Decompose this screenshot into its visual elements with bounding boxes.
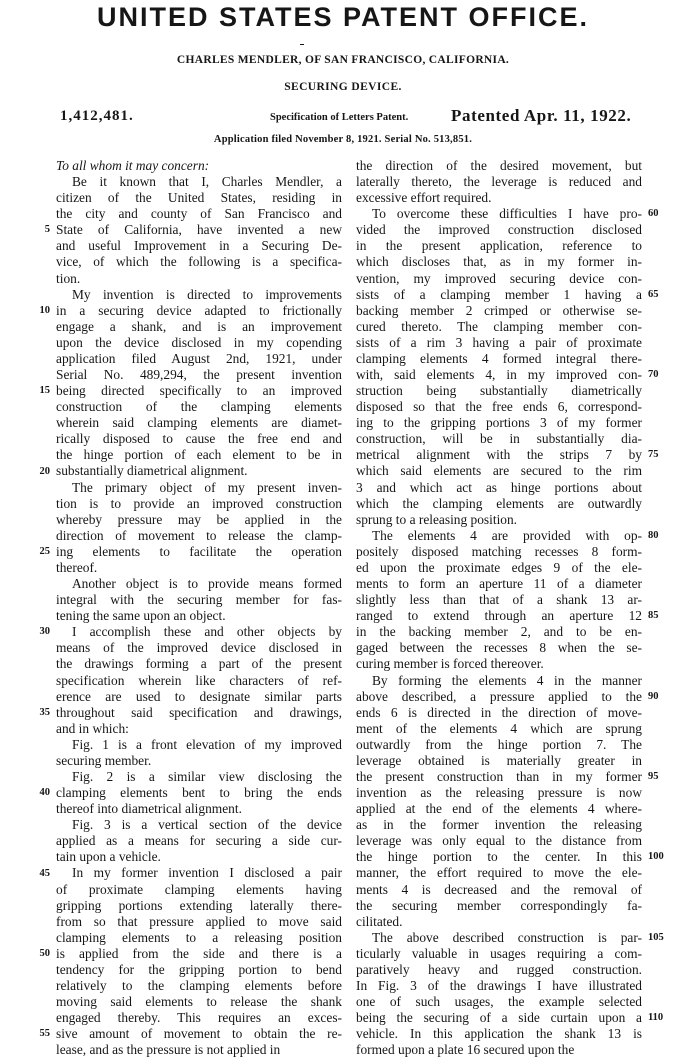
- line-number-left: 55: [39, 1028, 50, 1040]
- line-number-left: 35: [39, 706, 50, 718]
- text-line: clamping elements to a releasing position: [56, 929, 342, 945]
- text-line: State of California, have invented a new: [56, 222, 342, 238]
- text-line: relatively to the clamping elements before: [56, 977, 342, 993]
- text-line: whereby pressure may be applied in the: [56, 511, 342, 527]
- text-line: vided the improved construction disclosed: [356, 222, 642, 238]
- text-line: engage a shank, and is an improvement: [56, 318, 342, 334]
- application-line: Application filed November 8, 1921. Serial No. 513,851.: [213, 134, 473, 145]
- text-line: in a securing device adapted to frictionally: [56, 302, 342, 318]
- text-line: tion.: [56, 270, 81, 286]
- text-line: in the present application, reference to: [356, 238, 642, 254]
- line-number-left: 50: [39, 947, 50, 959]
- text-line: the hinge portion to the center. In this: [356, 849, 642, 865]
- text-line: Fig. 3 is a vertical section of the device: [72, 817, 342, 833]
- text-line: being the securing of a side curtain upon a: [356, 1010, 642, 1026]
- text-line: cured thereto. The clamping member con-: [356, 318, 642, 334]
- text-line: throughout said specification and drawings,: [56, 704, 342, 720]
- text-line: Fig. 2 is a similar view disclosing the: [72, 768, 342, 784]
- text-line: manner, the effort required to move the ele-: [356, 865, 642, 881]
- text-line: from so that pressure applied to move said: [56, 913, 342, 929]
- text-line: invention as the releasing pressure is now: [356, 785, 642, 801]
- text-line: upon the device disclosed in my copending: [56, 334, 342, 350]
- text-line: ing to the gripping portions 3 of my former: [356, 415, 642, 431]
- text-line: excessive effort required.: [356, 190, 492, 206]
- office-title: UNITED STATES PATENT OFFICE.: [97, 2, 589, 32]
- text-line: curing member is forced thereover.: [356, 656, 544, 672]
- text-line: ment of the elements 4 which are sprung: [356, 720, 642, 736]
- text-line: is applied from the side and there is a: [56, 945, 342, 961]
- text-line: substantially diametrical alignment.: [56, 463, 248, 479]
- text-line: ments 4 is decreased and the removal of: [356, 881, 642, 897]
- text-line: one of such usages, the example selected: [356, 994, 642, 1010]
- text-line: citizen of the United States, residing in: [56, 190, 342, 206]
- line-number-left: 20: [39, 465, 50, 477]
- text-line: applied at the end of the elements 4 where-: [356, 801, 642, 817]
- text-line: In Fig. 3 of the drawings I have illustrated: [356, 977, 642, 993]
- text-line: the city and county of San Francisco and: [56, 206, 342, 222]
- text-line: paratively heavy and rugged construction.: [356, 961, 642, 977]
- text-line: direction of movement to release the clamp-: [56, 527, 342, 543]
- line-number-right: 100: [648, 851, 664, 863]
- line-number-right: 85: [648, 610, 659, 622]
- text-line: The above described construction is par-: [372, 929, 642, 945]
- text-line: outwardly from the hinge portion 7. The: [356, 736, 642, 752]
- text-line: Another object is to provide means formed: [72, 576, 342, 592]
- text-line: 3 and which act as hinge portions about: [356, 479, 642, 495]
- text-line: Be it known that I, Charles Mendler, a: [72, 174, 342, 190]
- line-number-right: 95: [648, 771, 659, 783]
- text-line: in the backing member 2, and to be en-: [356, 624, 642, 640]
- line-number-right: 75: [648, 449, 659, 461]
- text-line: formed upon a plate 16 secured upon the: [356, 1042, 575, 1058]
- text-line: specification wherein like characters of ref-: [56, 672, 342, 688]
- line-number-right: 105: [648, 931, 664, 943]
- line-number-left: 25: [39, 545, 50, 557]
- text-line: sists of a clamping member 1 having a: [356, 286, 642, 302]
- text-line: rically disposed to cause the free end and: [56, 431, 342, 447]
- line-number-left: 45: [39, 867, 50, 879]
- text-line: thereof into diametrical alignment.: [56, 801, 242, 817]
- text-line: application filed August 2nd, 1921, under: [56, 350, 342, 366]
- text-line: applied as a means for securing a side cur-: [56, 833, 342, 849]
- line-number-left: 10: [39, 304, 50, 316]
- line-number-right: 60: [648, 208, 659, 220]
- line-number-left: 40: [39, 787, 50, 799]
- text-line: the securing member correspondingly fa-: [356, 897, 642, 913]
- text-line: construction of the clamping elements: [56, 399, 342, 415]
- text-line: which the clamping elements are outwardly: [356, 495, 642, 511]
- text-line: construction, will be in substantially dia-: [356, 431, 642, 447]
- text-line: securing member.: [56, 752, 152, 768]
- text-line: ing elements to facilitate the operation: [56, 543, 342, 559]
- text-line: the direction of the desired movement, but: [356, 158, 642, 173]
- text-line: vehicle. In this application the shank 13 is: [356, 1026, 642, 1042]
- text-line: vice, of which the following is a specifica-: [56, 254, 342, 270]
- text-line: To overcome these difficulties I have pro-: [372, 206, 642, 222]
- text-line: tendency for the gripping portion to bend: [56, 961, 342, 977]
- text-line: disposed so that the free ends 6, correspond-: [356, 399, 642, 415]
- text-line: means of the improved device disclosed in: [56, 640, 342, 656]
- device-title: SECURING DEVICE.: [284, 81, 402, 93]
- text-line: leverage was only equal to the distance from: [356, 833, 642, 849]
- text-line: laterally thereto, the leverage is reduced and: [356, 174, 642, 190]
- text-line: sists of a rim 3 having a pair of proximate: [356, 334, 642, 350]
- patent-number: 1,412,481.: [60, 108, 134, 124]
- text-line: ranged to extend through an aperture 12: [356, 608, 642, 624]
- text-line: above described, a pressure applied to the: [356, 688, 642, 704]
- text-line: Fig. 1 is a front elevation of my improved: [72, 736, 342, 752]
- text-line: the present construction than in my former: [356, 768, 642, 784]
- text-line: engaged thereby. This requires an exces-: [56, 1010, 342, 1026]
- right-column: [356, 158, 642, 1058]
- left-column: [56, 158, 342, 1058]
- text-line: slightly less than that of a shank 13 ar-: [356, 592, 642, 608]
- text-line: tion is to provide an improved construction: [56, 495, 342, 511]
- text-line: positely disposed matching recesses 8 form-: [356, 543, 642, 559]
- text-line: wherein said clamping elements are diamet-: [56, 415, 342, 431]
- patented-date: Patented Apr. 11, 1922.: [451, 106, 632, 125]
- text-line: with, said elements 4, in my improved con-: [356, 367, 642, 383]
- specification-label: Specification of Letters Patent.: [270, 112, 409, 123]
- text-line: gaged between the recesses 8 when the se-: [356, 640, 642, 656]
- line-number-right: 110: [648, 1012, 664, 1024]
- line-number-left: 15: [39, 385, 50, 397]
- text-line: gripping portions extending laterally there-: [56, 897, 342, 913]
- text-line: The primary object of my present inven-: [72, 479, 342, 495]
- text-line: integral with the securing member for fas-: [56, 592, 342, 608]
- text-line: struction being substantially diametrically: [356, 383, 642, 399]
- text-line: In my former invention I disclosed a pair: [72, 865, 342, 881]
- line-number-right: 90: [648, 690, 659, 702]
- text-line: and in which:: [56, 720, 129, 736]
- text-line: vention, my improved securing device con-: [356, 270, 642, 286]
- text-line: thereof.: [56, 559, 98, 575]
- text-line: tain upon a vehicle.: [56, 849, 161, 865]
- text-line: leverage obtained is materially greater in: [356, 752, 642, 768]
- line-number-left: 5: [44, 224, 50, 236]
- text-line: I accomplish these and other objects by: [72, 624, 342, 640]
- line-number-right: 70: [648, 369, 659, 381]
- text-line: backing member 2 crimped or otherwise se-: [356, 302, 642, 318]
- text-line: which said elements are secured to the rim: [356, 463, 642, 479]
- text-line: and useful Improvement in a Securing De-: [56, 238, 342, 254]
- text-line: moving said elements to release the shank: [56, 994, 342, 1010]
- text-line: ends 6 is directed in the direction of move-: [356, 704, 642, 720]
- text-line: the drawings forming a part of the present: [56, 656, 342, 672]
- text-line: Serial No. 489,294, the present invention: [56, 367, 342, 383]
- text-line: The elements 4 are provided with op-: [372, 527, 642, 543]
- text-line: cilitated.: [356, 913, 403, 929]
- text-line: as in the former invention the releasing: [356, 817, 642, 833]
- title-rule: [300, 44, 304, 45]
- text-line: sprung to a releasing position.: [356, 511, 518, 527]
- text-line: clamping elements bent to bring the ends: [56, 785, 342, 801]
- line-number-left: 30: [39, 626, 50, 638]
- line-number-right: 65: [648, 288, 659, 300]
- text-line: tening the same upon an object.: [56, 608, 226, 624]
- text-line: erence are used to designate similar parts: [56, 688, 342, 704]
- text-line: metrical alignment with the strips 7 by: [356, 447, 642, 463]
- text-line: which discloses that, as in my former in-: [356, 254, 642, 270]
- text-line: By forming the elements 4 in the manner: [372, 672, 642, 688]
- text-line: sive amount of movement to obtain the re-: [56, 1026, 342, 1042]
- line-number-right: 80: [648, 529, 659, 541]
- text-line: clamping elements 4 formed integral there-: [356, 350, 642, 366]
- inventor-line: CHARLES MENDLER, OF SAN FRANCISCO, CALIFORNIA.: [176, 54, 510, 66]
- text-line: being directed specifically to an improved: [56, 383, 342, 399]
- text-line: of proximate clamping elements having: [56, 881, 342, 897]
- text-line: lease, and as the pressure is not applied in: [56, 1042, 281, 1058]
- text-line: ed upon the proximate edges 9 of the ele-: [356, 559, 642, 575]
- text-line: the hinge portion of each element to be in: [56, 447, 342, 463]
- text-line: My invention is directed to improvements: [72, 286, 342, 302]
- text-line: ments to form an aperture 11 of a diameter: [356, 576, 642, 592]
- text-line: To all whom it may concern:: [56, 158, 210, 173]
- text-line: ticularly valuable in usages requiring a com-: [356, 945, 642, 961]
